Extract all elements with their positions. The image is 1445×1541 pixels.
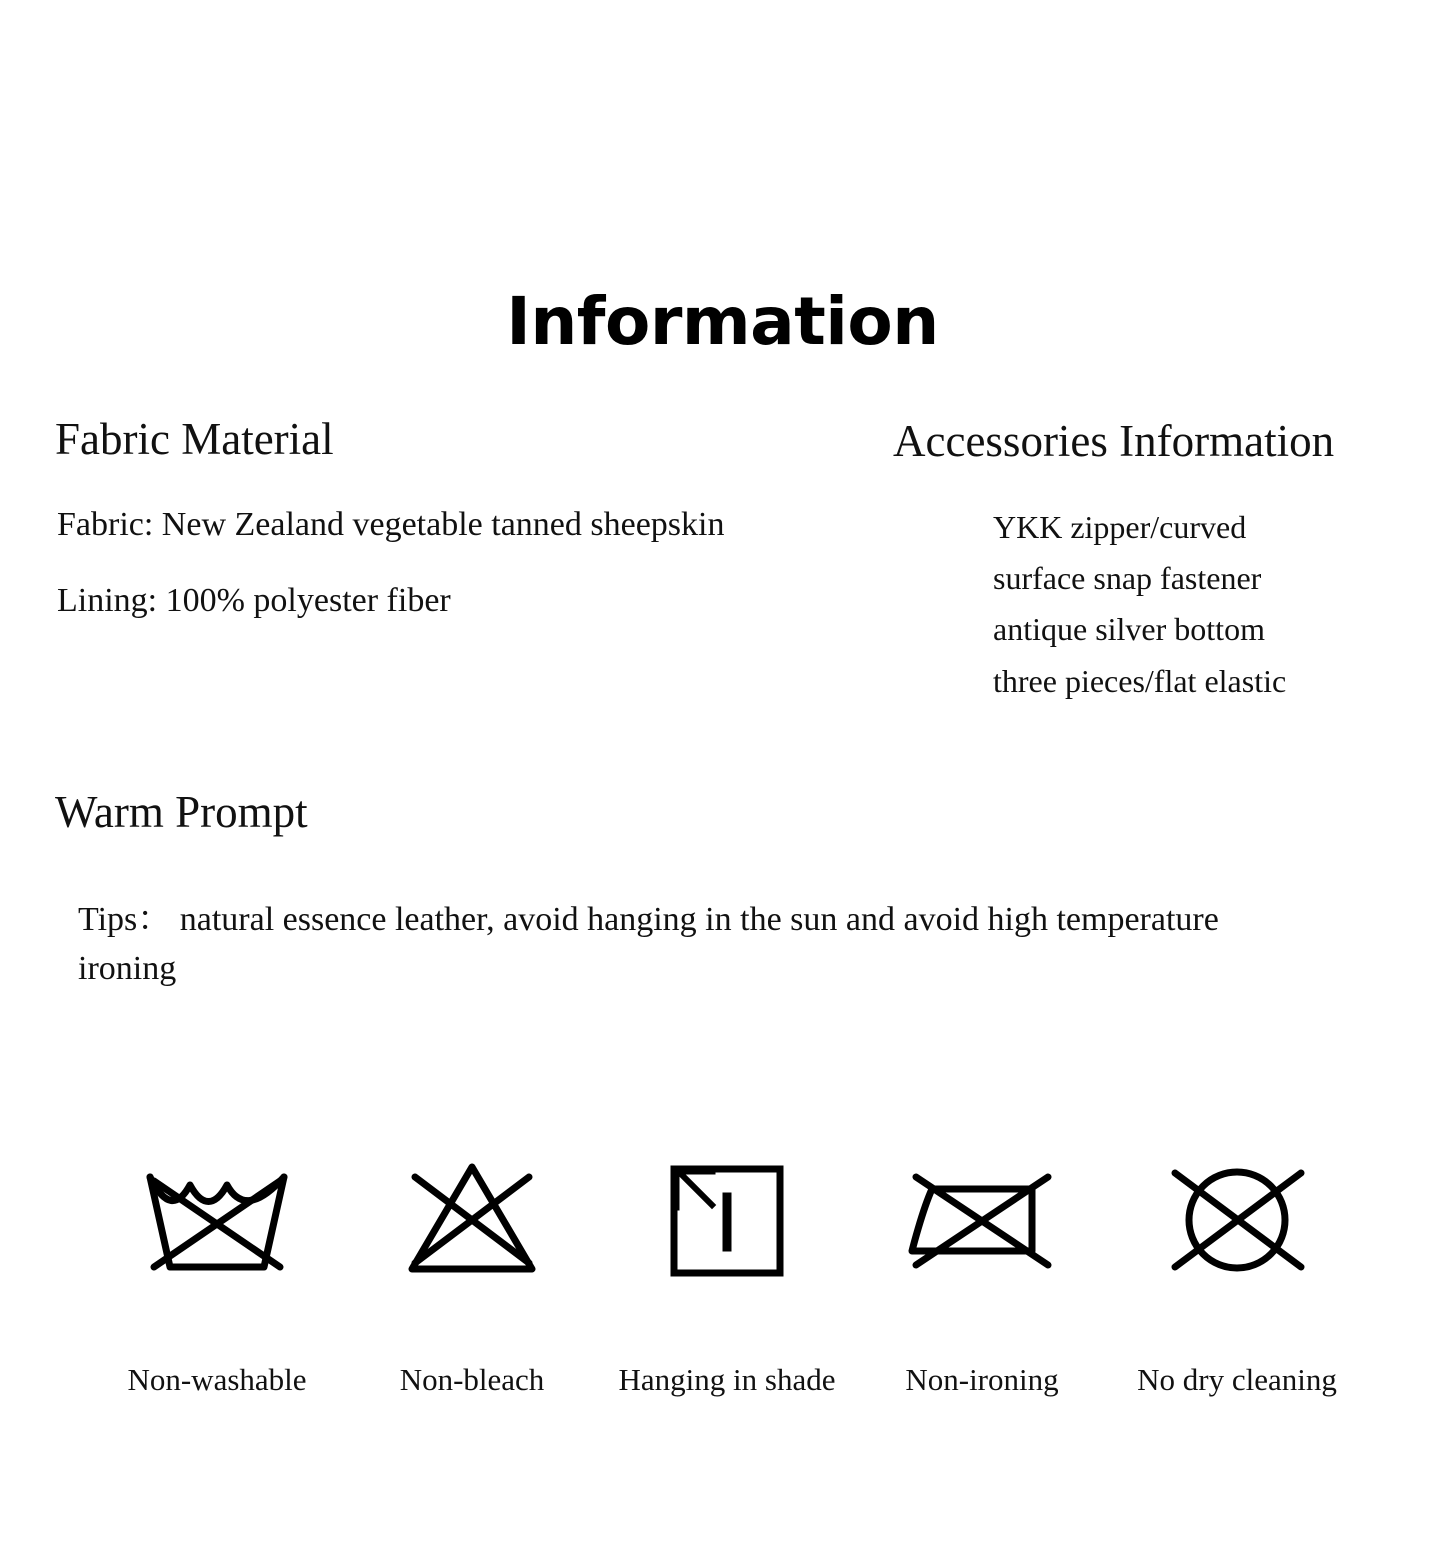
care-symbol-item bbox=[602, 1150, 852, 1398]
no-wash-icon bbox=[132, 1150, 302, 1290]
accessories-list bbox=[993, 502, 1423, 707]
no-iron-icon bbox=[902, 1150, 1062, 1290]
care-symbol-item bbox=[857, 1150, 1107, 1398]
accessories-line: surface snap fastener bbox=[993, 560, 1262, 597]
care-symbol-label: No dry cleaning bbox=[1137, 1362, 1337, 1397]
care-symbol-label: Hanging in shade bbox=[618, 1362, 836, 1397]
care-symbol-label: Non-ironing bbox=[905, 1362, 1059, 1397]
accessories-line: YKK zipper/curved bbox=[993, 509, 1247, 545]
accessories-information-heading: Accessories Information bbox=[893, 416, 1335, 466]
care-symbol-label: Non-bleach bbox=[399, 1362, 545, 1397]
no-dry-clean-icon bbox=[1155, 1150, 1320, 1290]
accessories-line: three pieces/flat elastic bbox=[993, 662, 1287, 699]
fabric-material-heading: Fabric Material bbox=[55, 414, 334, 464]
care-symbol-label: Non-washable bbox=[127, 1362, 307, 1397]
fabric-line: Fabric: New Zealand vegetable tanned sheepskin bbox=[57, 506, 725, 543]
page-title: Information bbox=[506, 283, 939, 360]
care-symbol-item bbox=[92, 1150, 342, 1398]
care-symbol-item bbox=[347, 1150, 597, 1398]
warm-prompt-heading: Warm Prompt bbox=[55, 787, 308, 837]
hang-dry-shade-icon bbox=[662, 1150, 792, 1290]
care-symbol-item bbox=[1112, 1150, 1362, 1398]
warm-prompt-tips: Tips： natural essence leather, avoid hanging in the sun and avoid high temperature ironing bbox=[78, 901, 1219, 988]
lining-line: Lining: 100% polyester fiber bbox=[57, 582, 451, 619]
accessories-line: antique silver bottom bbox=[993, 611, 1265, 648]
care-symbol-row bbox=[92, 1150, 1362, 1398]
no-bleach-icon bbox=[397, 1150, 547, 1290]
